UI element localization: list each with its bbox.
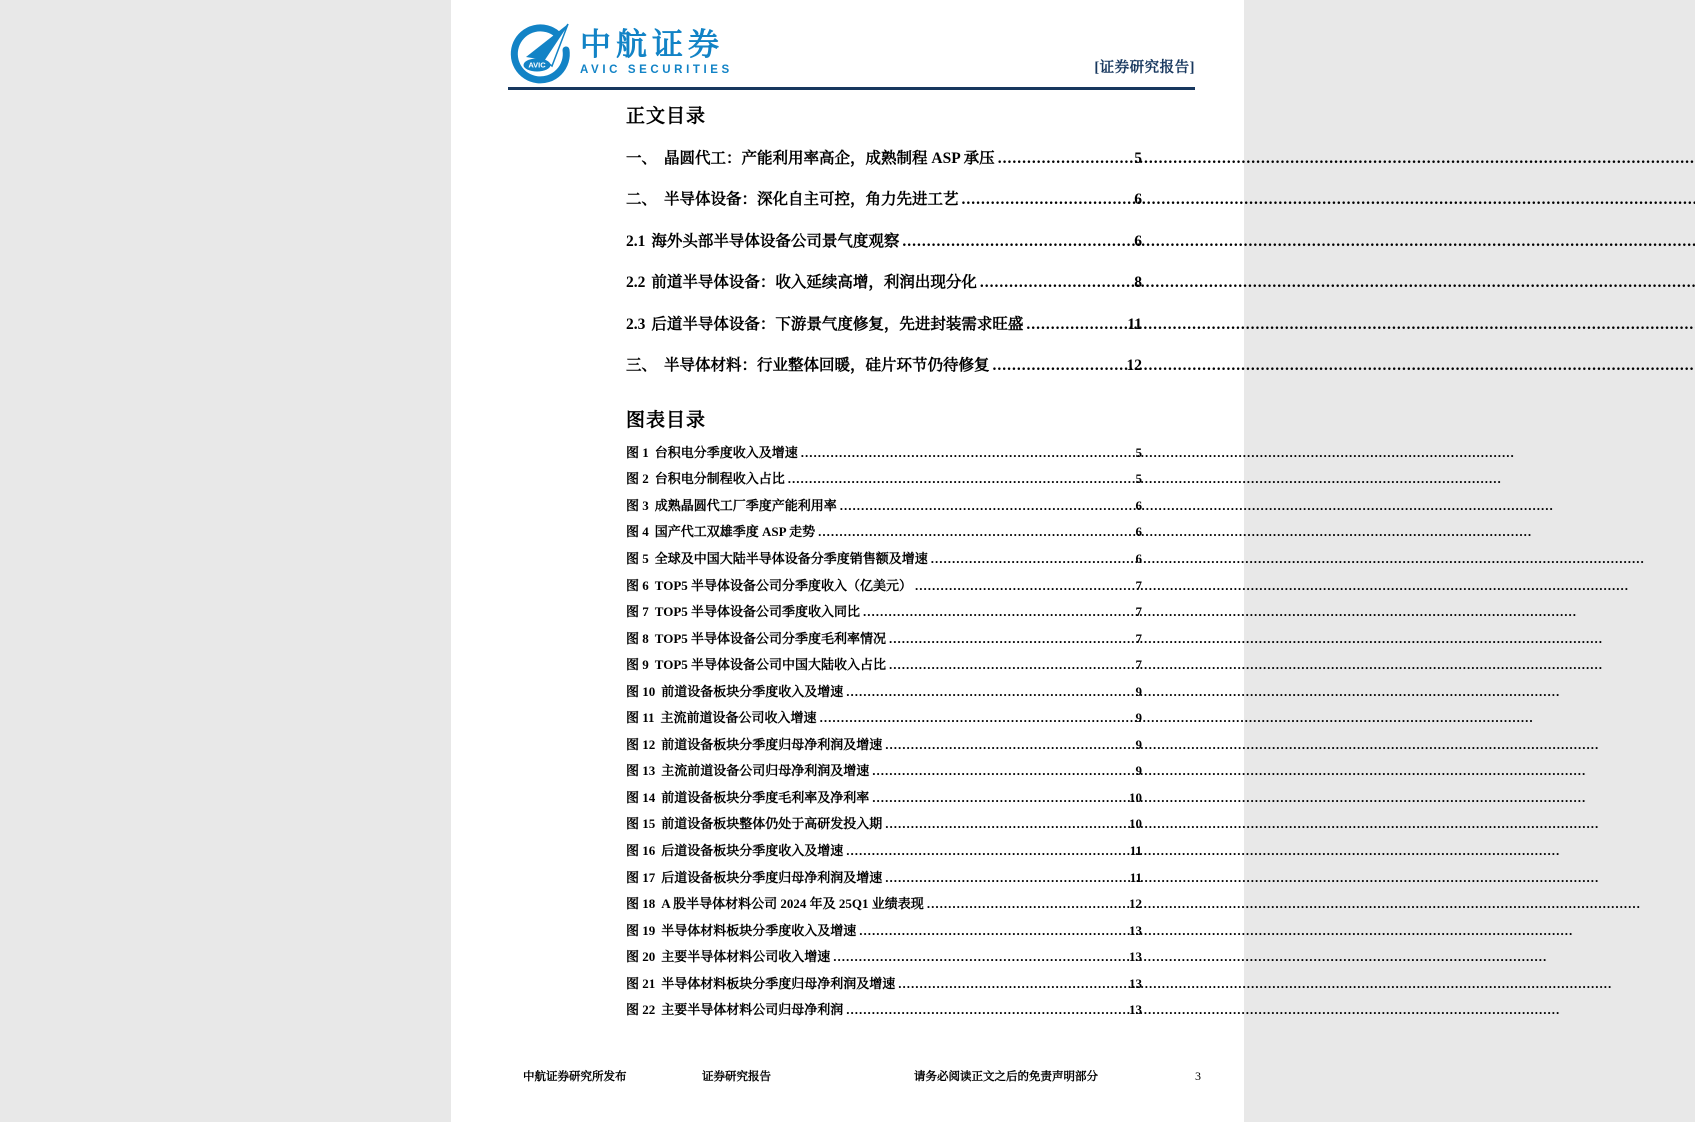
toc-leader-dots [820,709,1134,727]
figure-entry-label: 前道设备板块整体仍处于高研发投入期 [661,816,883,832]
figure-entry-page: 11 [1129,843,1142,859]
figure-entry-label: TOP5 半导体设备公司中国大陆收入占比 [654,657,887,673]
figure-entry-label: 主要半导体材料公司收入增速 [661,949,831,965]
report-type-tag: [证券研究报告] [1094,60,1195,76]
figure-entry-number: 图 8 [626,630,649,646]
figure-entry-number: 图 18 [626,896,656,912]
figure-entry-number: 图 7 [626,604,649,620]
toc-leader-dots [840,497,1134,515]
page-footer [451,1068,1244,1088]
figure-entry-label: 主要半导体材料公司归母净利润 [661,1002,844,1018]
toc-entry-number: 二、 [626,191,658,209]
figure-entry-page: 7 [1135,577,1142,593]
report-page [451,0,1244,1122]
figure-entry-number: 图 4 [626,524,649,540]
toc-entry-label: 海外头部半导体设备公司景气度观察 [651,232,900,250]
figure-entry[interactable] [626,577,1142,595]
figure-entry-page: 6 [1135,497,1142,513]
figure-entry-label: 台积电分季度收入及增速 [654,444,798,460]
figure-entry[interactable] [626,603,1142,621]
figure-entry[interactable] [626,709,1142,727]
toc-entry-label: 前道半导体设备：收入延续高增，利润出现分化 [651,274,977,292]
figure-entry[interactable] [626,736,1142,754]
figure-entry-page: 9 [1135,683,1142,699]
figure-entry[interactable] [626,1001,1142,1019]
toc-leader-dots [872,789,1127,807]
toc-entry-label: 半导体设备：深化自主可控，角力先进工艺 [664,191,959,209]
figure-entry-label: 主流前道设备公司归母净利润及增速 [661,763,870,779]
figure-entry-number: 图 11 [626,710,655,726]
figure-entry-label: 全球及中国大陆半导体设备分季度销售额及增速 [654,551,928,566]
toc-leader-dots [962,189,1133,211]
figure-entry-page: 6 [1135,524,1142,540]
figure-entry-number: 图 15 [626,816,656,832]
figure-entry-label: 前道设备板块分季度归母净利润及增速 [661,736,883,752]
figure-entry[interactable] [626,842,1142,860]
figure-entry[interactable] [626,470,1142,488]
content-column [626,101,1142,1028]
figure-entry-number: 图 9 [626,657,649,673]
toc-leader-dots [859,922,1127,940]
toc-leader-dots [818,523,1133,541]
figure-entry-page: 13 [1129,975,1142,991]
toc-leader-dots [801,444,1134,462]
figure-entry-label: 前道设备板块分季度毛利率及净利率 [661,789,870,805]
toc-entry[interactable] [626,272,1142,294]
figure-entry-page: 6 [1135,551,1142,566]
figure-entry[interactable] [626,550,1142,568]
figure-entry-number: 图 5 [626,551,649,566]
avic-logo-icon [508,20,572,84]
brand-text [580,28,733,76]
figure-entry-label: A 股半导体材料公司 2024 年及 25Q1 业绩表现 [661,896,924,912]
toc-leader-dots [931,550,1134,568]
figure-entry-label: 半导体材料板块分季度归母净利润及增速 [661,975,896,991]
toc-leader-dots [980,272,1132,294]
figure-entry-number: 图 17 [626,869,656,885]
figure-entry-page: 9 [1135,736,1142,752]
figure-entry-label: 后道设备板块分季度收入及增速 [661,843,844,859]
toc-leader-dots [863,603,1133,621]
toc-entry-label: 半导体材料：行业整体回暖，硅片环节仍待修复 [664,357,990,375]
toc-entry[interactable] [626,148,1142,170]
figure-entry-label: TOP5 半导体设备公司分季度毛利率情况 [654,630,887,646]
toc-leader-dots [846,1001,1127,1019]
toc-leader-dots [927,895,1127,913]
toc-leader-dots [885,736,1133,754]
figure-entry[interactable] [626,895,1142,913]
brand [508,20,1195,84]
figure-entry[interactable] [626,683,1142,701]
toc-leader-dots [872,762,1133,780]
toc-leader-dots [788,470,1134,488]
toc-entry-page: 5 [1134,150,1142,167]
figure-entry-number: 图 3 [626,497,649,513]
toc-leader-dots [889,656,1133,674]
toc-entry-label: 后道半导体设备：下游景气度修复，先进封装需求旺盛 [651,315,1024,333]
figure-entry-number: 图 21 [626,975,656,991]
toc-leader-dots [915,577,1133,595]
figure-entry-number: 图 1 [626,444,649,460]
toc-entry-page: 8 [1134,274,1142,292]
figure-entry[interactable] [626,948,1142,966]
figure-entry-page: 11 [1129,869,1142,885]
figure-entry-label: 前道设备板块分季度收入及增速 [661,683,844,699]
footer-report-type: 证券研究报告 [702,1071,771,1083]
figure-entry-page: 7 [1135,630,1142,646]
toc-entry[interactable] [626,189,1142,211]
toc-entry[interactable] [626,355,1142,377]
footer-publisher: 中航证券研究所发布 [523,1071,627,1083]
figure-entry[interactable] [626,762,1142,780]
toc-entry-page: 11 [1127,315,1142,333]
figure-entry-number: 图 14 [626,789,656,805]
figure-entry[interactable] [626,789,1142,807]
toc-entry-number: 2.1 [626,232,646,250]
figure-entry-label: 成熟晶圆代工厂季度产能利用率 [654,497,837,513]
figure-entry-page: 13 [1129,1002,1142,1018]
figure-entry-number: 图 2 [626,471,649,487]
figure-entry-page: 12 [1129,896,1142,912]
figure-entry-page: 5 [1135,471,1142,487]
toc-leader-dots [993,355,1125,377]
brand-name-en: AVIC SECURITIES [580,64,733,77]
figure-entry-label: 主流前道设备公司收入增速 [660,710,817,726]
toc-title: 正文目录 [626,106,707,127]
figure-entry-number: 图 16 [626,843,656,859]
toc-entry-number: 一、 [626,150,658,167]
toc-leader-dots [846,683,1133,701]
figure-entry[interactable] [626,869,1142,887]
toc-entry[interactable] [626,231,1142,253]
toc-leader-dots [846,842,1127,860]
toc-leader-dots [998,148,1133,170]
figure-entry-label: 后道设备板块分季度归母净利润及增速 [661,869,883,885]
figures-list [626,444,1142,1020]
toc-leader-dots [902,231,1132,253]
figure-entry-page: 13 [1129,949,1142,965]
figure-entry-label: TOP5 半导体设备公司季度收入同比 [654,604,861,620]
figure-entry[interactable] [626,497,1142,515]
toc-entry-number: 三、 [626,357,658,375]
figures-title: 图表目录 [626,409,707,431]
figure-entry[interactable] [626,656,1142,674]
figure-entry-page: 7 [1135,604,1142,620]
figure-entry-page: 9 [1135,763,1142,779]
toc-entry-label: 晶圆代工：产能利用率高企，成熟制程 ASP 承压 [664,150,995,167]
header-divider [508,87,1195,90]
figure-entry-page: 10 [1129,816,1142,832]
toc-entry-number: 2.2 [626,274,646,292]
figure-entry-number: 图 12 [626,736,656,752]
figure-entry-page: 7 [1135,657,1142,673]
figure-entry-number: 图 20 [626,949,656,965]
figure-entry-number: 图 10 [626,683,656,699]
toc-leader-dots [1026,314,1125,336]
figure-entry-number: 图 6 [626,577,649,593]
toc-leader-dots [889,630,1133,648]
figure-entry[interactable] [626,630,1142,648]
brand-name-cn: 中航证券 [580,26,724,62]
toc-leader-dots [833,948,1127,966]
figure-entry-page: 13 [1129,922,1142,938]
figure-entry-page: 10 [1129,789,1142,805]
figure-entry-label: TOP5 半导体设备公司分季度收入（亿美元） [654,577,913,593]
avic-logo-label: AVIC [528,60,546,70]
figure-entry[interactable] [626,523,1142,541]
figure-entry-page: 5 [1135,444,1142,460]
figure-entry-label: 国产代工双雄季度 ASP 走势 [654,524,816,540]
figure-entry-number: 图 13 [626,763,656,779]
figure-entry-number: 图 22 [626,1002,656,1018]
figure-entry-label: 台积电分制程收入占比 [654,471,785,487]
toc-leader-dots [885,869,1127,887]
figure-entry-label: 半导体材料板块分季度收入及增速 [661,922,857,938]
figure-entry[interactable] [626,815,1142,833]
toc-entry-page: 6 [1134,232,1142,250]
toc-entry-number: 2.3 [626,315,646,333]
figure-entry-number: 图 19 [626,922,656,938]
footer-disclaimer: 请务必阅读正文之后的免责声明部分 [914,1071,1098,1083]
toc-leader-dots [885,815,1127,833]
figure-entry[interactable] [626,975,1142,993]
toc-entry[interactable] [626,314,1142,336]
toc-entry-page: 6 [1134,191,1142,209]
page-header [508,20,1195,84]
figure-entry[interactable] [626,922,1142,940]
toc-entry-page: 12 [1126,357,1142,375]
figure-entry-page: 9 [1135,710,1142,726]
figure-entry[interactable] [626,444,1142,462]
page-number: 3 [1195,1069,1201,1083]
toc-list [626,148,1142,378]
toc-leader-dots [898,975,1127,993]
